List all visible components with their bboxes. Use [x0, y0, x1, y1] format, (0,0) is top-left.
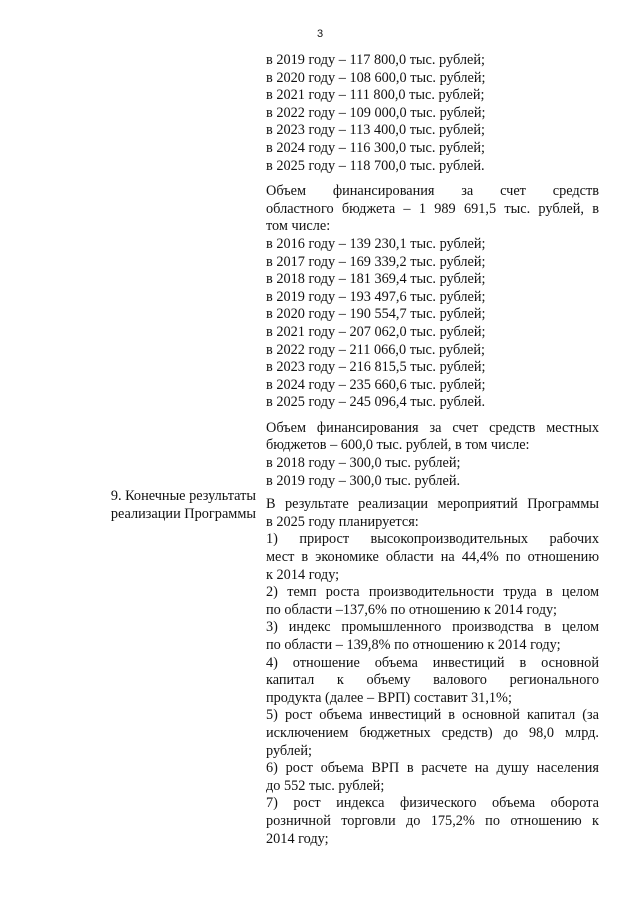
result-item-line: по области –137,6% по отношению к 2014 году;: [266, 601, 557, 618]
page-number: 3: [316, 28, 324, 40]
year-line: в 2021 году – 207 062,0 тыс. рублей;: [266, 323, 486, 340]
result-item-line: 6) рост объема ВРП в расчете на душу населения: [266, 760, 599, 777]
year-line: в 2018 году – 181 369,4 тыс. рублей;: [266, 271, 486, 288]
result-item-line: 2) темп роста производительности труда в целом: [266, 584, 599, 601]
result-item-line: капитал к объему валового регионального: [266, 672, 599, 689]
section-label-line: реализации Программы: [110, 505, 256, 522]
year-line: в 2024 году – 116 300,0 тыс. рублей;: [266, 139, 485, 156]
year-line: в 2023 году – 216 815,5 тыс. рублей;: [266, 359, 486, 376]
year-line: в 2020 году – 108 600,0 тыс. рублей;: [266, 69, 486, 86]
year-line: в 2019 году – 300,0 тыс. рублей.: [266, 472, 461, 489]
result-item-line: продукта (далее – ВРП) составит 31,1%;: [266, 689, 512, 706]
year-line: в 2016 году – 139 230,1 тыс. рублей;: [266, 235, 486, 252]
year-line: в 2018 году – 300,0 тыс. рублей;: [266, 455, 461, 472]
year-line: в 2023 году – 113 400,0 тыс. рублей;: [266, 122, 485, 139]
results-intro-line: в 2025 году планируется:: [266, 513, 419, 530]
regional-intro-line: том числе:: [266, 218, 331, 235]
result-item-line: 7) рост индекса физического объема оборота: [266, 795, 599, 812]
result-item-line: мест в экономике области на 44,4% по отношению: [266, 549, 599, 566]
result-item-line: по области – 139,8% по отношению к 2014 году;: [266, 637, 561, 653]
year-line: в 2019 году – 193 497,6 тыс. рублей;: [266, 288, 486, 305]
result-item-line: 1) прирост высокопроизводительных рабочих: [266, 531, 599, 548]
local-intro-line: бюджетов – 600,0 тыс. рублей, в том числе:: [266, 437, 530, 454]
result-item-line: рублей;: [266, 742, 312, 759]
section-label-line: 9. Конечные результаты: [110, 488, 256, 504]
result-item-line: 3) индекс промышленного производства в целом: [266, 619, 599, 636]
year-line: в 2021 году – 111 800,0 тыс. рублей;: [266, 87, 485, 104]
financing-text-column: [266, 52, 599, 848]
year-line: в 2024 году – 235 660,6 тыс. рублей;: [266, 376, 486, 393]
year-line: в 2025 году – 118 700,0 тыс. рублей.: [266, 157, 485, 174]
result-item-line: исключением бюджетных средств) до 98,0 млрд.: [266, 724, 599, 741]
result-item-line: к 2014 году;: [266, 566, 340, 583]
result-item-line: 4) отношение объема инвестиций в основной: [266, 654, 599, 671]
result-item-line: 2014 году;: [266, 830, 329, 847]
results-intro-line: В результате реализации мероприятий Программы: [266, 496, 599, 513]
result-item-line: розничной торговли до 175,2% по отношению к: [266, 812, 599, 829]
year-line: в 2020 году – 190 554,7 тыс. рублей;: [266, 306, 486, 323]
local-intro-line: Объем финансирования за счет средств местных: [266, 419, 599, 436]
year-line: в 2022 году – 211 066,0 тыс. рублей;: [266, 341, 485, 358]
year-line: в 2022 году – 109 000,0 тыс. рублей;: [266, 104, 486, 121]
year-line: в 2019 году – 117 800,0 тыс. рублей;: [266, 52, 485, 68]
result-item-line: до 552 тыс. рублей;: [266, 777, 385, 794]
year-line: в 2025 году – 245 096,4 тыс. рублей.: [266, 394, 486, 411]
regional-intro-line: Объем финансирования за счет средств: [266, 183, 599, 200]
section-label: [76, 488, 256, 523]
result-item-line: 5) рост объема инвестиций в основной капитал (за: [266, 707, 599, 724]
year-line: в 2017 году – 169 339,2 тыс. рублей;: [266, 253, 486, 270]
regional-intro-line: областного бюджета – 1 989 691,5 тыс. рублей, в: [266, 200, 599, 217]
